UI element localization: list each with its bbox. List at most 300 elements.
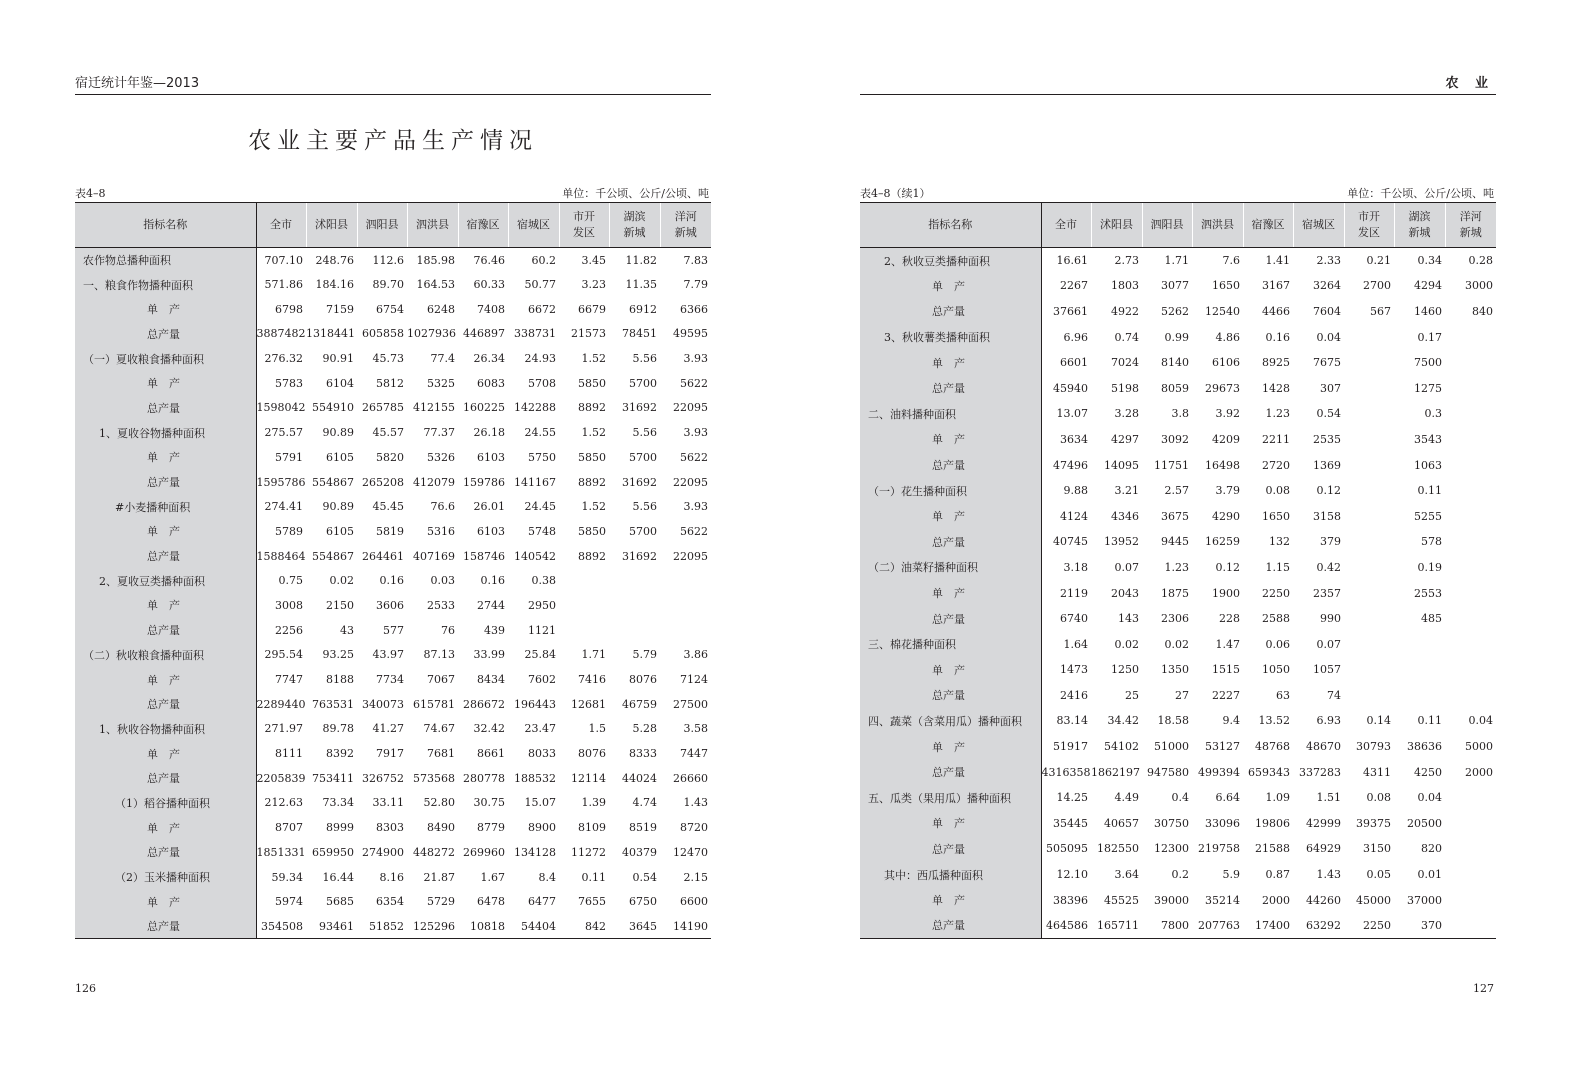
value-cell: 4290 xyxy=(1212,509,1240,523)
value-cell xyxy=(1344,657,1394,683)
table-row xyxy=(75,470,711,495)
value-cell: 567 xyxy=(1370,304,1391,318)
value-cell: 73.34 xyxy=(322,796,354,810)
indicator-name: 单 产 xyxy=(860,350,1041,376)
value-cell: 5819 xyxy=(376,524,404,538)
value-cell: 60.2 xyxy=(531,253,556,267)
table-row xyxy=(75,914,711,939)
table-row xyxy=(860,734,1496,760)
indicator-name: 单 产 xyxy=(860,887,1041,913)
value-cell: 0.75 xyxy=(278,574,303,588)
value-cell: 1250 xyxy=(1111,663,1139,677)
indicator-name: 总产量 xyxy=(860,913,1041,939)
table-row xyxy=(860,273,1496,299)
indicator-name: 农作物总播种面积 xyxy=(75,248,256,273)
value-cell: 370 xyxy=(1394,913,1445,939)
value-cell: 248.76 xyxy=(315,253,354,267)
value-cell: 6798 xyxy=(275,302,303,316)
value-cell: 143 xyxy=(1118,612,1139,626)
value-cell: 1.39 xyxy=(581,796,606,810)
indicator-name: 单 产 xyxy=(75,519,256,544)
value-cell: 2211 xyxy=(1262,432,1290,446)
value-cell xyxy=(559,618,609,643)
value-cell: 3.86 xyxy=(683,648,708,662)
value-cell: 1.67 xyxy=(480,870,505,884)
indicator-name: 单 产 xyxy=(75,371,256,396)
value-cell: 77.37 xyxy=(423,426,455,440)
column-header: 市开 发区 xyxy=(1344,203,1394,248)
value-cell: 6679 xyxy=(578,302,606,316)
value-cell: 2535 xyxy=(1313,432,1341,446)
value-cell: 6366 xyxy=(680,302,708,316)
value-cell: 1.15 xyxy=(1265,560,1290,574)
value-cell: 16259 xyxy=(1205,535,1240,549)
column-header: 泗洪县 xyxy=(1192,203,1243,248)
value-cell: 0.07 xyxy=(1114,560,1139,574)
value-cell: 0.34 xyxy=(1417,254,1442,268)
indicator-name: 总产量 xyxy=(860,299,1041,325)
table-row xyxy=(75,865,711,890)
value-cell xyxy=(1344,631,1394,657)
value-cell: 1.47 xyxy=(1215,637,1240,651)
value-cell: 39375 xyxy=(1356,816,1391,830)
value-cell: 7655 xyxy=(578,895,606,909)
table-row xyxy=(860,631,1496,657)
value-cell: 33.11 xyxy=(372,796,404,810)
column-header: 泗阳县 xyxy=(357,203,407,248)
value-cell: 6477 xyxy=(528,895,556,909)
table-row xyxy=(75,568,711,593)
table-number: 表4–8（续1） xyxy=(860,187,931,200)
value-cell: 338731 xyxy=(514,327,556,341)
value-cell: 14190 xyxy=(660,914,711,939)
value-cell: 25.84 xyxy=(524,648,556,662)
unit-label: 单位：千公顷、公斤/公顷、吨 xyxy=(562,187,709,200)
indicator-name: 单 产 xyxy=(75,593,256,618)
value-cell: 6600 xyxy=(680,895,708,909)
value-cell: 0.99 xyxy=(1164,330,1189,344)
table-row xyxy=(860,324,1496,350)
value-cell: 6105 xyxy=(326,524,354,538)
value-cell: 8140 xyxy=(1161,356,1189,370)
table-row xyxy=(75,371,711,396)
value-cell: 947580 xyxy=(1147,765,1189,779)
value-cell: 753411 xyxy=(312,771,354,785)
value-cell: 12681 xyxy=(571,697,606,711)
value-cell: 3264 xyxy=(1313,279,1341,293)
value-cell: 1275 xyxy=(1414,381,1442,395)
value-cell: 8392 xyxy=(326,747,354,761)
running-head-right xyxy=(860,76,1496,95)
value-cell: 7447 xyxy=(680,747,708,761)
value-cell xyxy=(609,568,660,593)
value-cell: 27500 xyxy=(673,697,708,711)
value-cell: 6103 xyxy=(477,450,505,464)
table-row xyxy=(75,618,711,643)
value-cell: 5789 xyxy=(275,524,303,538)
value-cell: 3634 xyxy=(1060,432,1088,446)
value-cell: 8925 xyxy=(1262,356,1290,370)
indicator-name: （一）夏收粮食播种面积 xyxy=(75,346,256,371)
value-cell: 37661 xyxy=(1053,304,1088,318)
value-cell: 3092 xyxy=(1161,432,1189,446)
chapter-title: 农 业 xyxy=(1445,76,1494,91)
table-row xyxy=(860,580,1496,606)
page-title: 农业主要产品生产情况 xyxy=(248,128,538,154)
value-cell: 24.93 xyxy=(524,352,556,366)
value-cell: 1803 xyxy=(1111,279,1139,293)
value-cell: 2553 xyxy=(1414,586,1442,600)
indicator-name: 单 产 xyxy=(860,657,1041,683)
table-meta-right xyxy=(860,185,1496,201)
value-cell: 6478 xyxy=(477,895,505,909)
value-cell xyxy=(1445,324,1496,350)
value-cell: 2416 xyxy=(1060,688,1088,702)
value-cell: 8900 xyxy=(528,821,556,835)
value-cell: 4209 xyxy=(1212,432,1240,446)
table-number: 表4–8 xyxy=(75,187,106,200)
value-cell: 7602 xyxy=(528,673,556,687)
value-cell: 3543 xyxy=(1414,432,1442,446)
indicator-name: 总产量 xyxy=(75,692,256,717)
value-cell: 326752 xyxy=(362,771,404,785)
value-cell: 12300 xyxy=(1154,842,1189,856)
value-cell: 40657 xyxy=(1104,816,1139,830)
value-cell: 0.38 xyxy=(531,574,556,588)
table-row xyxy=(75,692,711,717)
table-row xyxy=(860,401,1496,427)
value-cell: 5783 xyxy=(275,376,303,390)
value-cell: 265208 xyxy=(362,475,404,489)
value-cell xyxy=(1445,478,1496,504)
value-cell: 1.43 xyxy=(683,796,708,810)
value-cell: 13.07 xyxy=(1056,407,1088,421)
value-cell: 22095 xyxy=(673,475,708,489)
table-row xyxy=(75,346,711,371)
value-cell: 8076 xyxy=(578,747,606,761)
value-cell: 0.16 xyxy=(480,574,505,588)
value-cell: 0.06 xyxy=(1265,637,1290,651)
value-cell: 45.73 xyxy=(372,352,404,366)
value-cell: 1473 xyxy=(1060,663,1088,677)
value-cell: 0.05 xyxy=(1366,868,1391,882)
value-cell xyxy=(1394,657,1445,683)
column-header: 全市 xyxy=(256,203,306,248)
value-cell: 571.86 xyxy=(264,278,303,292)
value-cell xyxy=(1445,452,1496,478)
value-cell: 1875 xyxy=(1161,586,1189,600)
value-cell: 8.4 xyxy=(538,870,556,884)
value-cell: 0.04 xyxy=(1417,791,1442,805)
value-cell: 8490 xyxy=(427,821,455,835)
column-header: 全市 xyxy=(1041,203,1091,248)
value-cell: 2950 xyxy=(528,598,556,612)
indicator-name: 2、夏收豆类播种面积 xyxy=(75,568,256,593)
value-cell: 0.01 xyxy=(1417,868,1442,882)
table-row xyxy=(75,889,711,914)
table-row xyxy=(860,683,1496,709)
indicator-name: 总产量 xyxy=(75,396,256,421)
value-cell xyxy=(1344,683,1394,709)
production-table-left xyxy=(75,202,711,939)
value-cell: 7681 xyxy=(427,747,455,761)
value-cell: 140542 xyxy=(514,549,556,563)
value-cell: 7408 xyxy=(477,302,505,316)
value-cell: 7.83 xyxy=(683,253,708,267)
indicator-name: 单 产 xyxy=(75,741,256,766)
value-cell: 5700 xyxy=(629,376,657,390)
value-cell xyxy=(1394,631,1445,657)
value-cell: 4346 xyxy=(1111,509,1139,523)
value-cell xyxy=(609,593,660,618)
indicator-name: 单 产 xyxy=(860,811,1041,837)
value-cell: 12470 xyxy=(673,845,708,859)
value-cell: 5685 xyxy=(326,895,354,909)
indicator-name: 三、棉花播种面积 xyxy=(860,631,1041,657)
value-cell: 37000 xyxy=(1407,893,1442,907)
value-cell: 7124 xyxy=(680,673,708,687)
value-cell: 54102 xyxy=(1104,740,1139,754)
indicator-name: （二）油菜籽播种面积 xyxy=(860,555,1041,581)
value-cell: 76.6 xyxy=(430,500,455,514)
value-cell: 2306 xyxy=(1161,612,1189,626)
value-cell: 12.10 xyxy=(1056,868,1088,882)
value-cell: 0.03 xyxy=(430,574,455,588)
value-cell: 1.51 xyxy=(1316,791,1341,805)
value-cell: 354508 xyxy=(256,914,306,939)
value-cell: 5850 xyxy=(578,450,606,464)
value-cell: 340073 xyxy=(362,697,404,711)
value-cell: 51917 xyxy=(1053,740,1088,754)
value-cell: 228 xyxy=(1219,612,1240,626)
value-cell: 2.73 xyxy=(1114,254,1139,268)
value-cell: 3158 xyxy=(1313,509,1341,523)
value-cell: 9445 xyxy=(1161,535,1189,549)
indicator-name: 单 产 xyxy=(75,667,256,692)
value-cell: 3.93 xyxy=(683,500,708,514)
value-cell: 5622 xyxy=(680,450,708,464)
value-cell xyxy=(1445,811,1496,837)
value-cell xyxy=(1445,913,1496,939)
indicator-name: （二）秋收粮食播种面积 xyxy=(75,643,256,668)
value-cell xyxy=(1394,683,1445,709)
value-cell: 2720 xyxy=(1262,458,1290,472)
value-cell: 7416 xyxy=(578,673,606,687)
table-row xyxy=(860,887,1496,913)
value-cell: 46759 xyxy=(622,697,657,711)
value-cell: 0.3 xyxy=(1424,407,1442,421)
value-cell: 3606 xyxy=(376,598,404,612)
value-cell: 142288 xyxy=(514,401,556,415)
value-cell: 379 xyxy=(1320,535,1341,549)
value-cell: 5325 xyxy=(427,376,455,390)
value-cell: 44024 xyxy=(622,771,657,785)
indicator-name: 单 产 xyxy=(75,445,256,470)
indicator-name: 总产量 xyxy=(75,914,256,939)
value-cell: 1.23 xyxy=(1265,407,1290,421)
value-cell: 9.4 xyxy=(1222,714,1240,728)
table-row xyxy=(860,785,1496,811)
value-cell: 5.56 xyxy=(632,426,657,440)
value-cell: 2.15 xyxy=(683,870,708,884)
table-body xyxy=(860,248,1496,939)
value-cell xyxy=(1445,350,1496,376)
value-cell: 74 xyxy=(1327,688,1341,702)
value-cell: 5622 xyxy=(680,376,708,390)
value-cell: 2700 xyxy=(1363,279,1391,293)
value-cell: 1428 xyxy=(1262,381,1290,395)
value-cell: 0.04 xyxy=(1468,714,1493,728)
value-cell: 1.23 xyxy=(1164,560,1189,574)
table-row xyxy=(75,445,711,470)
value-cell: 499394 xyxy=(1198,765,1240,779)
value-cell: 6750 xyxy=(629,895,657,909)
value-cell: 6105 xyxy=(326,450,354,464)
value-cell: 3.28 xyxy=(1114,407,1139,421)
value-cell: 54404 xyxy=(508,914,559,939)
value-cell: 763531 xyxy=(312,697,354,711)
value-cell: 23.47 xyxy=(524,722,556,736)
value-cell: 0.04 xyxy=(1316,330,1341,344)
value-cell: 5700 xyxy=(629,450,657,464)
column-header: 洋河 新城 xyxy=(660,203,711,248)
value-cell: 3.92 xyxy=(1215,407,1240,421)
table-row xyxy=(75,667,711,692)
value-cell xyxy=(1445,503,1496,529)
left-page xyxy=(75,0,711,1077)
value-cell: 39000 xyxy=(1154,893,1189,907)
value-cell: 22095 xyxy=(673,401,708,415)
column-header-indicator: 指标名称 xyxy=(75,203,256,248)
value-cell: 8076 xyxy=(629,673,657,687)
value-cell: 276.32 xyxy=(264,352,303,366)
value-cell xyxy=(660,593,711,618)
indicator-name: 总产量 xyxy=(860,529,1041,555)
value-cell: 31692 xyxy=(622,475,657,489)
value-cell: 3645 xyxy=(609,914,660,939)
value-cell: 0.42 xyxy=(1316,560,1341,574)
value-cell: 27 xyxy=(1175,688,1189,702)
value-cell: 2205839 xyxy=(256,771,306,785)
value-cell: 3000 xyxy=(1465,279,1493,293)
value-cell: 30.75 xyxy=(473,796,505,810)
value-cell: 5850 xyxy=(578,376,606,390)
value-cell: 577 xyxy=(383,623,404,637)
value-cell: 4.49 xyxy=(1114,791,1139,805)
value-cell: 44260 xyxy=(1306,893,1341,907)
value-cell: 1.52 xyxy=(581,352,606,366)
value-cell: 7067 xyxy=(427,673,455,687)
value-cell: 8033 xyxy=(528,747,556,761)
value-cell xyxy=(660,568,711,593)
indicator-name: 总产量 xyxy=(860,375,1041,401)
value-cell: 8892 xyxy=(578,401,606,415)
value-cell: 16.61 xyxy=(1056,254,1088,268)
indicator-name: 五、瓜类（果用瓜）播种面积 xyxy=(860,785,1041,811)
indicator-name: 单 产 xyxy=(860,427,1041,453)
value-cell: 3.21 xyxy=(1114,484,1139,498)
value-cell: 2357 xyxy=(1313,586,1341,600)
table-row xyxy=(860,836,1496,862)
value-cell xyxy=(1445,427,1496,453)
value-cell: 439 xyxy=(484,623,505,637)
value-cell: 11751 xyxy=(1154,458,1189,472)
value-cell: 271.97 xyxy=(264,722,303,736)
column-header: 宿豫区 xyxy=(458,203,508,248)
value-cell: 90.89 xyxy=(322,426,354,440)
value-cell: 8303 xyxy=(376,821,404,835)
value-cell: 2256 xyxy=(275,623,303,637)
value-cell: 40379 xyxy=(622,845,657,859)
value-cell: 7675 xyxy=(1313,356,1341,370)
value-cell: 53127 xyxy=(1205,740,1240,754)
value-cell: 3.93 xyxy=(683,352,708,366)
value-cell xyxy=(660,618,711,643)
value-cell xyxy=(1445,375,1496,401)
value-cell xyxy=(1344,529,1394,555)
table-row xyxy=(75,322,711,347)
value-cell: 295.54 xyxy=(264,648,303,662)
table-row xyxy=(75,593,711,618)
value-cell: 165711 xyxy=(1091,913,1142,939)
table-row xyxy=(860,503,1496,529)
table-row xyxy=(860,452,1496,478)
value-cell: 63 xyxy=(1276,688,1290,702)
value-cell: 407169 xyxy=(413,549,455,563)
value-cell: 52.80 xyxy=(423,796,455,810)
value-cell: 158746 xyxy=(463,549,505,563)
value-cell: 196443 xyxy=(514,697,556,711)
value-cell: 26660 xyxy=(673,771,708,785)
value-cell: 5622 xyxy=(680,524,708,538)
value-cell: 19806 xyxy=(1255,816,1290,830)
table-row xyxy=(75,815,711,840)
value-cell: 2043 xyxy=(1111,586,1139,600)
table-row xyxy=(75,741,711,766)
table-row xyxy=(75,519,711,544)
value-cell: 18.58 xyxy=(1157,714,1189,728)
value-cell: 59.34 xyxy=(271,870,303,884)
indicator-name: （一）花生播种面积 xyxy=(860,478,1041,504)
value-cell: 0.16 xyxy=(1265,330,1290,344)
value-cell: 45940 xyxy=(1053,381,1088,395)
value-cell: 0.08 xyxy=(1265,484,1290,498)
column-header: 宿城区 xyxy=(508,203,559,248)
value-cell: 264461 xyxy=(362,549,404,563)
table-row xyxy=(860,427,1496,453)
indicator-name: 总产量 xyxy=(75,840,256,865)
value-cell xyxy=(1445,401,1496,427)
value-cell: 76 xyxy=(441,623,455,637)
value-cell: 29673 xyxy=(1205,381,1240,395)
value-cell: 3077 xyxy=(1161,279,1189,293)
value-cell: 89.70 xyxy=(372,278,404,292)
value-cell: 0.28 xyxy=(1468,254,1493,268)
value-cell: 0.07 xyxy=(1316,637,1341,651)
value-cell: 3008 xyxy=(275,598,303,612)
table-row xyxy=(860,375,1496,401)
table-row xyxy=(860,708,1496,734)
value-cell xyxy=(1445,631,1496,657)
value-cell: 90.91 xyxy=(322,352,354,366)
value-cell xyxy=(559,593,609,618)
value-cell: 30750 xyxy=(1154,816,1189,830)
value-cell: 41.27 xyxy=(372,722,404,736)
value-cell: 159786 xyxy=(463,475,505,489)
value-cell: 6354 xyxy=(376,895,404,909)
value-cell: 24.55 xyxy=(524,426,556,440)
value-cell: 51852 xyxy=(357,914,407,939)
